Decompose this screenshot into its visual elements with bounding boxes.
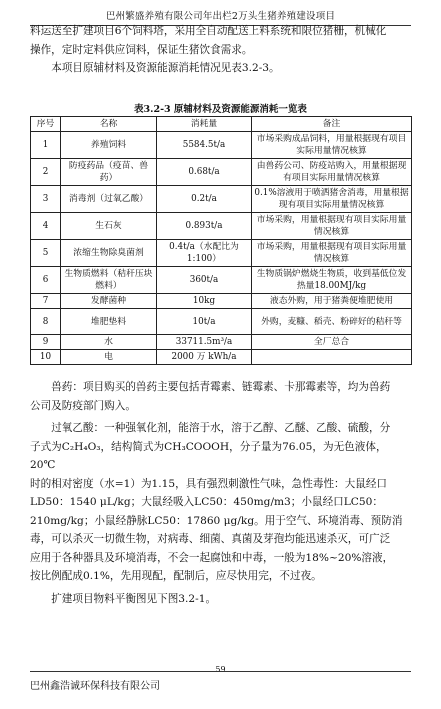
body-paragraphs (30, 378, 411, 608)
cell-amount: 10t/a (157, 309, 252, 335)
cell-note: 全厂总合 (252, 335, 412, 350)
intro-line-1: 料运送至扩建项目6个饲料塔，采用全自动配送上料系统和限位猪栅，机械化 (30, 25, 387, 37)
cell-amount: 360t/a (157, 267, 252, 294)
cell-name: 发酵菌种 (61, 294, 157, 309)
cell-no: 2 (31, 159, 61, 186)
table-row (31, 132, 412, 159)
col-header-note: 备注 (252, 117, 412, 132)
table-row (31, 335, 412, 350)
footer-company: 巴州鑫浩诚环保科技有限公司 (30, 681, 160, 692)
cell-amount: 0.893t/a (157, 213, 252, 240)
vet-line-2: 公司及防疫部门购入。 (30, 399, 136, 412)
cell-no: 6 (31, 267, 61, 294)
cell-amount: 0.68t/a (157, 159, 252, 186)
table-row (31, 350, 412, 365)
cell-amount: 33711.5m³/a (157, 335, 252, 350)
peracetic-line-8: 按比例配成0.1%，先用现配，配制后，应尽快用完，不过夜。 (30, 570, 322, 582)
cell-no: 9 (31, 335, 61, 350)
cell-no: 1 (31, 132, 61, 159)
page-header: 巴州繁盛养殖有限公司年出栏2万头生猪养殖建设项目 (30, 8, 411, 26)
table-caption: 表3.2-3 原辅材料及资源能源消耗一览表 (134, 104, 307, 115)
cell-no: 10 (31, 350, 61, 365)
balance-line: 扩建项目物料平衡图见下图3.2-1。 (51, 592, 217, 605)
cell-note: 由兽药公司、防疫站购入，用量根据现有项目实际用量情况核算 (252, 159, 412, 186)
cell-no: 3 (31, 186, 61, 213)
col-header-amount: 消耗量 (157, 117, 252, 132)
peracetic-line-6: 毒，可以杀灭一切微生物，对病毒、细菌、真菌及芽孢均能迅速杀灭，可广泛 (30, 533, 391, 545)
cell-note (252, 350, 412, 365)
page-number: 59 (215, 665, 226, 674)
cell-note: 液态外购，用于猪粪便堆肥使用 (252, 294, 412, 309)
cell-name: 防疫药品（疫苗、兽药） (61, 159, 157, 186)
footer-divider (30, 671, 411, 672)
vet-line-1: 兽药：项目购买的兽药主要包括青霉素、链霉素、卡那霉素等，均为兽药 (51, 381, 391, 393)
peracetic-line-3: 时的相对密度（水=1）为1.15，具有强烈刺激性气味，急性毒性：大鼠经口 (30, 477, 388, 490)
cell-name: 养殖饲料 (61, 132, 157, 159)
table-row (31, 213, 412, 240)
table-row (31, 267, 412, 294)
table-row (31, 294, 412, 309)
cell-note: 市场采购，用量根据现有项目实际用量情况核算 (252, 213, 412, 240)
cell-no: 7 (31, 294, 61, 309)
cell-name: 浓缩生物除臭菌剂 (61, 240, 157, 267)
cell-name: 生物质燃料（秸秆压块燃料） (61, 267, 157, 294)
cell-name: 生石灰 (61, 213, 157, 240)
materials-table (30, 116, 412, 365)
peracetic-line-7: 应用于各种器具及环境消毒，不会一起腐蚀和中毒，一般为18%~20%溶液， (30, 551, 394, 564)
peracetic-line-1: 过氧乙酸：一种强氧化剂，能溶于水，溶于乙醇、乙醚、乙酸、硫酸，分 (51, 422, 391, 434)
peracetic-line-2: 子式为C₂H₄O₃，结构简式为CH₃COOOH，分子量为76.05，为无色液体，20℃ (30, 440, 387, 471)
intro-line-2: 操作，定时定料供应饲料，保证生猪饮食需求。 (30, 43, 253, 56)
cell-amount: 10kg (157, 294, 252, 309)
cell-name: 水 (61, 335, 157, 350)
cell-name: 电 (61, 350, 157, 365)
table-row (31, 159, 412, 186)
cell-no: 4 (31, 213, 61, 240)
cell-amount: 0.2t/a (157, 186, 252, 213)
cell-note: 0.1%溶液用于喷洒猪舍消毒，用量根据现有项目实际用量情况核算 (252, 186, 412, 213)
cell-name: 消毒剂（过氧乙酸） (61, 186, 157, 213)
cell-note: 市场采购，用量根据现有项目实际用量情况核算 (252, 240, 412, 267)
cell-note: 市场采购成品饲料，用量根据现有项目实际用量情况核算 (252, 132, 412, 159)
cell-no: 8 (31, 309, 61, 335)
table-row (31, 240, 412, 267)
col-header-no: 序号 (31, 117, 61, 132)
peracetic-line-5: 210mg/kg；小鼠经静脉LC50：17860 μg/kg。用于空气、环境消毒、预防消 (30, 514, 403, 527)
table-row (31, 186, 412, 213)
col-header-name: 名称 (61, 117, 157, 132)
cell-no: 5 (31, 240, 61, 267)
cell-amount: 5584.5t/a (157, 132, 252, 159)
cell-amount: 0.4t/a（水配比为1:100） (157, 240, 252, 267)
cell-name: 堆肥垫料 (61, 309, 157, 335)
peracetic-line-4: LD50：1540 μL/kg；大鼠经吸入LC50：450mg/m3；小鼠经口LC50： (30, 496, 383, 508)
table-header-row (31, 117, 412, 132)
intro-line-3: 本项目原辅材料及资源能源消耗情况见表3.2-3。 (51, 62, 280, 74)
table-row (31, 309, 412, 335)
intro-text (30, 22, 411, 78)
cell-note: 生物质锅炉燃烧生物质，收到基低位发热量18.00MJ/kg (252, 267, 412, 294)
cell-note: 外购，麦糠、稻壳、粉碎好的秸秆等 (252, 309, 412, 335)
cell-amount: 2000 万 kWh/a (157, 350, 252, 365)
